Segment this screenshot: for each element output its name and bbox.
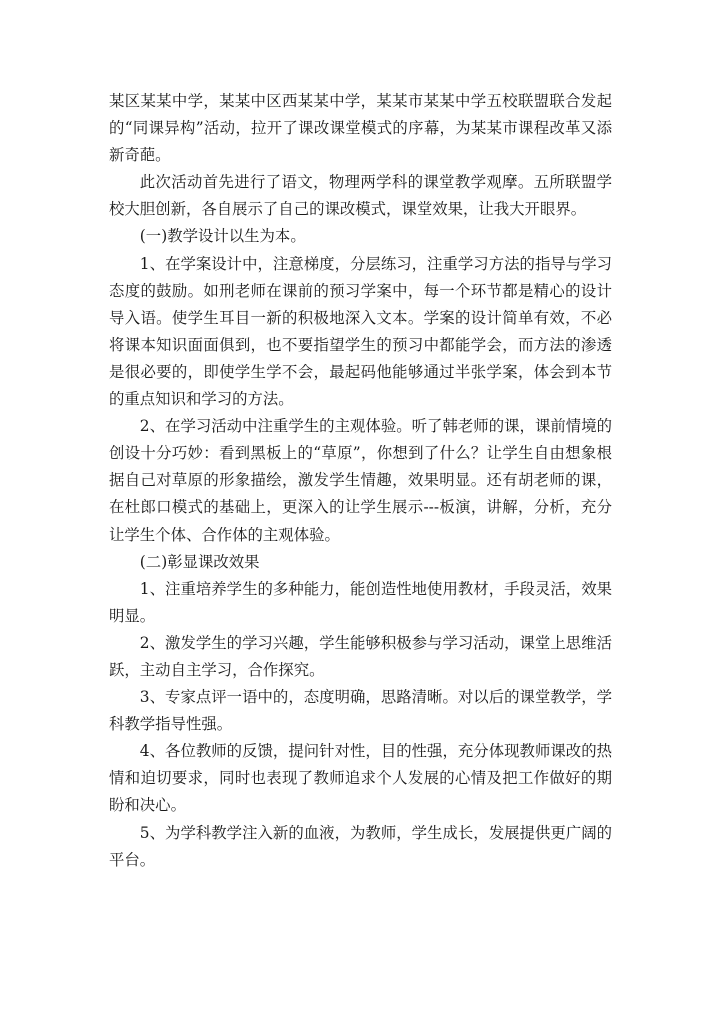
paragraph-point-2-5: 5、为学科教学注入新的血液，为教师，学生成长，发展提供更广阔的平台。: [109, 823, 612, 869]
paragraph-point-2-4: 4、各位教师的反馈，提问针对性，目的性强，充分体现教师课改的热情和迫切要求，同时也表现了教师追求个人发展的心情及把工作做好的期盼和决心。: [109, 742, 612, 815]
paragraph-point-1-2: 2、在学习活动中注重学生的主观体验。听了韩老师的课，课前情境的创设十分巧妙：看到黑板上的“草原”，你想到了什么？让学生自由想象根据自己对草原的形象描绘，激发学生情趣，效果明显。还有胡老师的课，在杜郎口模式的基础上，更深入的让学生展示---板演，讲解，分析，充分让学生个体、合作体的主观体验。: [109, 417, 612, 544]
section-heading-2: (二)彰显课改效果: [139, 552, 260, 571]
document-page: [109, 88, 612, 874]
paragraph-point-2-2: 2、激发学生的学习兴趣，学生能够积极参与学习活动，课堂上思维活跃，主动自主学习，合作探究。: [109, 633, 612, 679]
paragraph-point-2-1: 1、注重培养学生的多种能力，能创造性地使用教材，手段灵活，效果明显。: [109, 579, 612, 625]
paragraph-point-1-1: 1、在学案设计中，注意梯度，分层练习，注重学习方法的指导与学习态度的鼓励。如刑老师在课前的预习学案中，每一个环节都是精心的设计导入语。使学生耳目一新的积极地深入文本。学案的设计简单有效，不必将课本知识面面俱到，也不要指望学生的预习中都能学会，而方法的渗透是很必要的，即使学生学不会，最起码他能够通过半张学案，体会到本节的重点知识和学习的方法。: [109, 254, 612, 409]
section-heading-1: (一)教学设计以生为本。: [139, 227, 306, 246]
paragraph-activity-overview: 此次活动首先进行了语文，物理两学科的课堂教学观摩。五所联盟学校大胆创新，各自展示了自己的课改模式，课堂效果，让我大开眼界。: [109, 173, 612, 219]
paragraph-intro: 某区某某中学，某某中区西某某中学，某某市某某中学五校联盟联合发起的“同课异构”活动，拉开了课改课堂模式的序幕，为某某市课程改革又添新奇葩。: [109, 92, 612, 165]
paragraph-point-2-3: 3、专家点评一语中的，态度明确，思路清晰。对以后的课堂教学，学科教学指导性强。: [109, 688, 612, 734]
